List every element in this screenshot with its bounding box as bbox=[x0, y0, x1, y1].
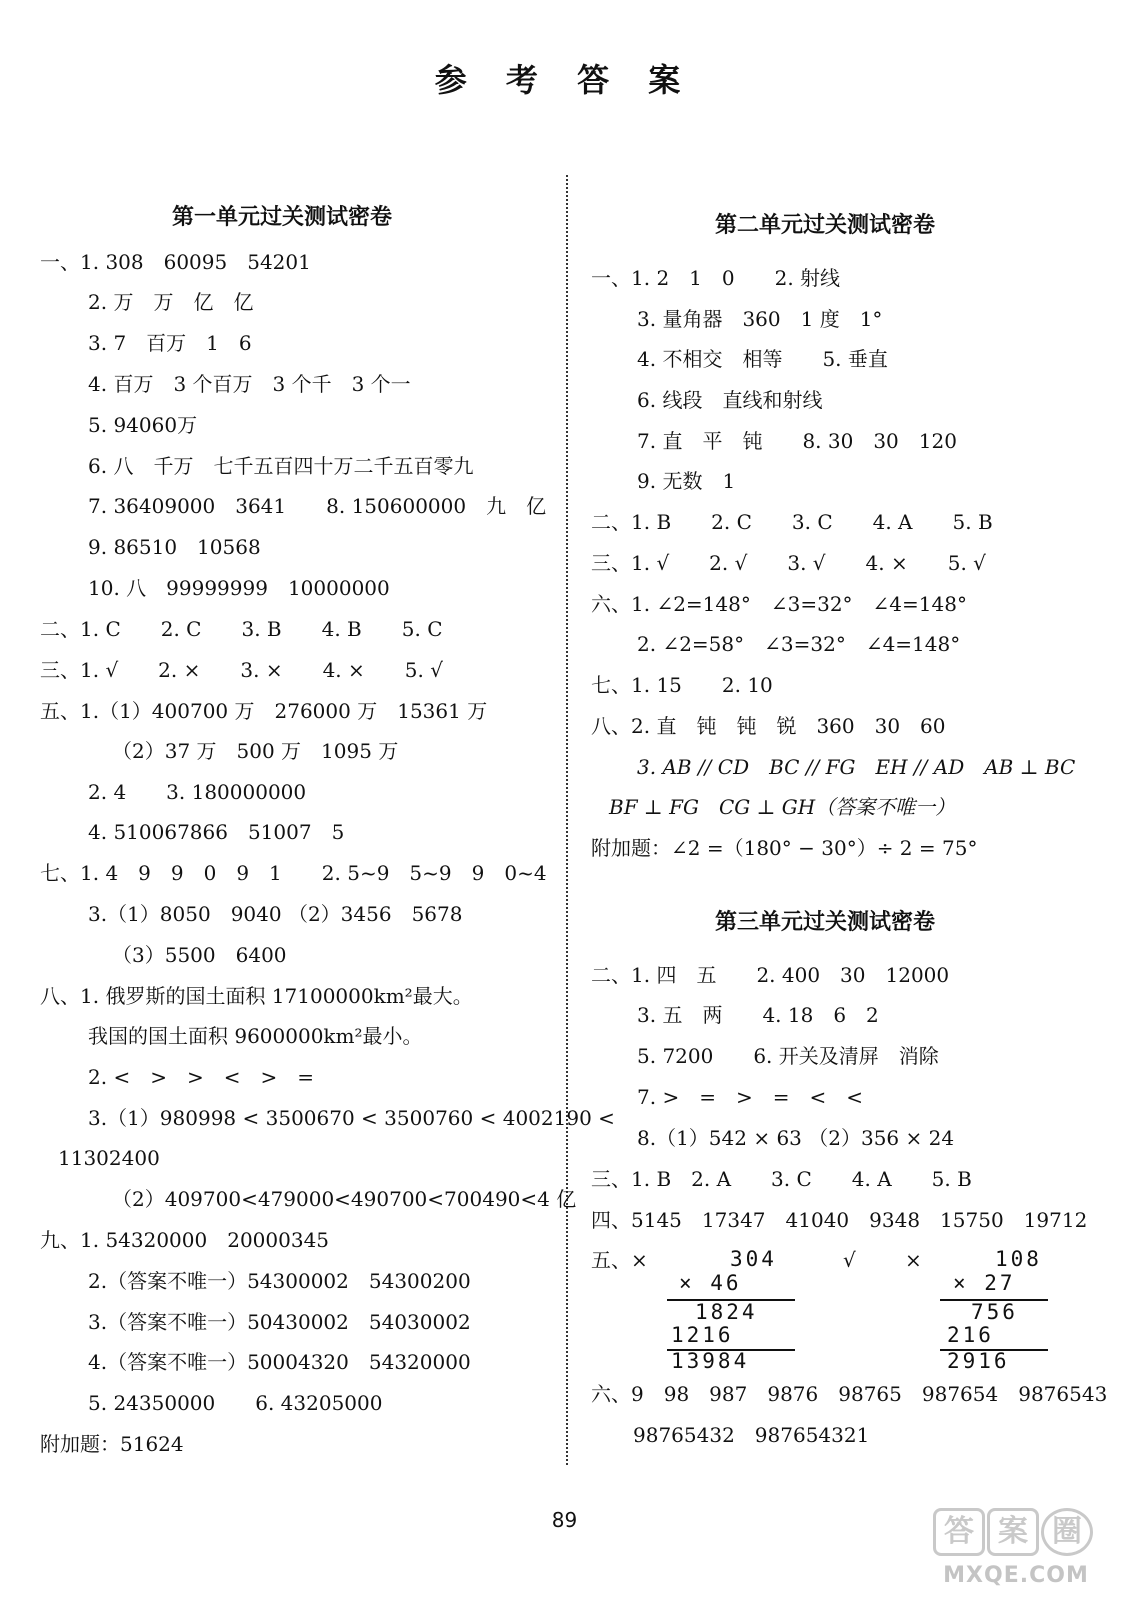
answer-line: 4. 百万 3 个百万 3 个千 3 个一 bbox=[88, 372, 411, 396]
answer-line: 二、1. B 2. C 3. C 4. A 5. B bbox=[591, 510, 993, 534]
check-mark: √ bbox=[843, 1248, 856, 1272]
answer-line: 2. 4 3. 180000000 bbox=[88, 780, 307, 804]
answer-line: 3.（答案不唯一）50430002 54030002 bbox=[88, 1310, 471, 1334]
answer-line: BF ⊥ FG CG ⊥ GH（答案不唯一） bbox=[609, 795, 956, 819]
answer-line: 3.（1）8050 9040 （2）3456 5678 bbox=[88, 902, 463, 926]
answer-line: 八、1. 俄罗斯的国土面积 17100000km²最大。 bbox=[40, 984, 473, 1008]
answer-line: （2）37 万 500 万 1095 万 bbox=[112, 739, 399, 763]
calc1-multiplier: × 46 bbox=[679, 1271, 742, 1295]
answer-line: 六、9 98 987 9876 98765 987654 9876543 bbox=[591, 1382, 1108, 1406]
calc2-multiplier: × 27 bbox=[953, 1271, 1016, 1295]
answer-line: 3. 量角器 360 1 度 1° bbox=[637, 307, 883, 331]
calc2-top: 108 bbox=[995, 1247, 1042, 1271]
unit1-heading: 第一单元过关测试密卷 bbox=[172, 205, 393, 230]
answer-line: 六、1. ∠2=148° ∠3=32° ∠4=148° bbox=[591, 592, 967, 616]
answer-line: 9. 无数 1 bbox=[637, 469, 736, 493]
answer-line: 3. 7 百万 1 6 bbox=[88, 331, 252, 355]
answer-line: 3.（1）980998 < 3500670 < 3500760 < 4002190 < bbox=[88, 1106, 615, 1130]
answer-line: 附加题：51624 bbox=[40, 1432, 184, 1456]
answer-line: 7. 36409000 3641 8. 150600000 九 亿 bbox=[88, 494, 547, 518]
answer-line: 5. 7200 6. 开关及清屏 消除 bbox=[637, 1044, 939, 1068]
watermark-logo bbox=[921, 1508, 1111, 1588]
watermark-char: 案 bbox=[987, 1508, 1039, 1556]
answer-line: 5. 94060万 bbox=[88, 413, 198, 437]
answer-line: 9. 86510 10568 bbox=[88, 535, 261, 559]
answer-line: 二、1. 四 五 2. 400 30 12000 bbox=[591, 963, 950, 987]
answer-line: 3. AB // CD BC // FG EH // AD AB ⊥ BC bbox=[637, 755, 1076, 779]
watermark-url: MXQE.COM bbox=[943, 1563, 1089, 1588]
answer-line: 98765432 987654321 bbox=[633, 1423, 870, 1447]
answer-line: 5. 24350000 6. 43205000 bbox=[88, 1391, 383, 1415]
answer-line: 三、1. √ 2. × 3. × 4. × 5. √ bbox=[40, 658, 443, 682]
answer-line: 2. < > > < > = bbox=[88, 1065, 314, 1089]
answer-line: 2. 万 万 亿 亿 bbox=[88, 290, 254, 314]
answer-line: 4. 510067866 51007 5 bbox=[88, 820, 345, 844]
answer-line: 7. 直 平 钝 8. 30 30 120 bbox=[637, 429, 957, 453]
answer-line: 4. 不相交 相等 5. 垂直 bbox=[637, 347, 888, 371]
watermark-char: 圈 bbox=[1041, 1508, 1093, 1556]
calc2-partial1: 756 bbox=[971, 1300, 1018, 1324]
answer-line: 三、1. B 2. A 3. C 4. A 5. B bbox=[591, 1167, 972, 1191]
answer-line: 九、1. 54320000 20000345 bbox=[40, 1228, 330, 1252]
column-divider bbox=[566, 175, 568, 1465]
calc1-partial1: 1824 bbox=[695, 1300, 758, 1324]
answer-line: 五、1.（1）400700 万 276000 万 15361 万 bbox=[40, 699, 488, 723]
watermark-char: 答 bbox=[933, 1508, 985, 1556]
answer-line: 10. 八 99999999 10000000 bbox=[88, 576, 390, 600]
calc1-result: 13984 bbox=[671, 1349, 750, 1373]
answer-line: 8.（1）542 × 63 （2）356 × 24 bbox=[637, 1126, 955, 1150]
answer-line: （2）409700<479000<490700<700490<4 亿 bbox=[112, 1187, 577, 1211]
page-title: 参 考 答 案 bbox=[434, 61, 695, 99]
answer-line: （3）5500 6400 bbox=[112, 943, 287, 967]
unit2-heading: 第二单元过关测试密卷 bbox=[715, 213, 936, 238]
answer-line: 我国的国土面积 9600000km²最小。 bbox=[88, 1024, 423, 1048]
page-number: 89 bbox=[551, 1508, 578, 1532]
answer-line: 一、1. 308 60095 54201 bbox=[40, 250, 311, 274]
answer-line: 七、1. 15 2. 10 bbox=[591, 673, 773, 697]
answer-line: 七、1. 4 9 9 0 9 1 2. 5~9 5~9 9 0~4 bbox=[40, 861, 547, 885]
answer-line: 二、1. C 2. C 3. B 4. B 5. C bbox=[40, 617, 443, 641]
answer-line: 附加题：∠2 =（180° − 30°）÷ 2 = 75° bbox=[591, 836, 978, 860]
answer-line: 一、1. 2 1 0 2. 射线 bbox=[591, 266, 841, 290]
answer-line: 11302400 bbox=[58, 1146, 160, 1170]
unit3-heading: 第三单元过关测试密卷 bbox=[715, 910, 936, 935]
answer-line: 四、5145 17347 41040 9348 15750 19712 bbox=[591, 1208, 1088, 1232]
answer-line: 3. 五 两 4. 18 6 2 bbox=[637, 1003, 879, 1027]
answer-line: 6. 线段 直线和射线 bbox=[637, 388, 823, 412]
calc2-result: 2916 bbox=[947, 1349, 1010, 1373]
answer-line: 2. ∠2=58° ∠3=32° ∠4=148° bbox=[637, 632, 961, 656]
calc2-partial2: 216 bbox=[947, 1323, 994, 1347]
answer-line: 6. 八 千万 七千五百四十万二千五百零九 bbox=[88, 454, 474, 478]
answer-line: 4.（答案不唯一）50004320 54320000 bbox=[88, 1350, 471, 1374]
answer-line: 五、× bbox=[591, 1248, 648, 1272]
answer-line: 7. > = > = < < bbox=[637, 1085, 863, 1109]
calc1-top: 304 bbox=[730, 1247, 777, 1271]
answer-line: 三、1. √ 2. √ 3. √ 4. × 5. √ bbox=[591, 551, 986, 575]
answer-line: 2.（答案不唯一）54300002 54300200 bbox=[88, 1269, 471, 1293]
calc1-partial2: 1216 bbox=[671, 1323, 734, 1347]
answer-line: 八、2. 直 钝 钝 锐 360 30 60 bbox=[591, 714, 946, 738]
cross-mark: × bbox=[905, 1248, 922, 1272]
